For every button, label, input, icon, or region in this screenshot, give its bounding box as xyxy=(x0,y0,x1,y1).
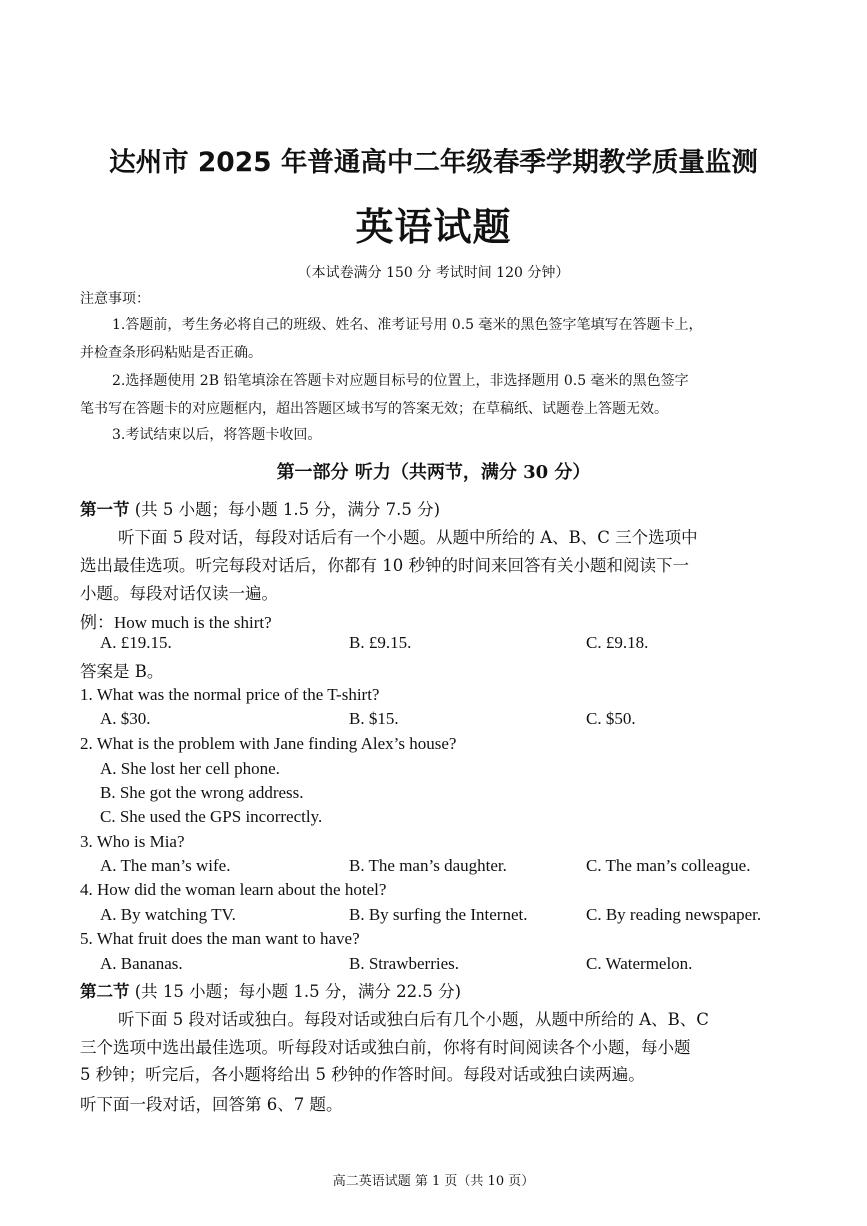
section-2-label: 第二节 xyxy=(80,982,130,1001)
page-footer: 高二英语试题 第 1 页（共 10 页） xyxy=(332,1174,535,1189)
section-2-instruction-line-4: 听下面一段对话，回答第 6、7 题。 xyxy=(80,1095,343,1114)
section-1-heading xyxy=(80,496,440,520)
notes-heading: 注意事项： xyxy=(80,291,150,307)
question-2: 2. What is the problem with Jane finding Alex’s house? xyxy=(80,734,457,753)
example-option-a: A. £19.15. xyxy=(100,633,172,652)
section-1-detail: (共 5 小题；每小题 1.5 分，满分 7.5 分) xyxy=(129,500,441,519)
note-2-line-1: 2.选择题使用 2B 铅笔填涂在答题卡对应题目标号的位置上，非选择题用 0.5 毫米的黑色签字 xyxy=(112,373,689,389)
question-4-option-a: A. By watching TV. xyxy=(100,905,236,924)
question-4: 4. How did the woman learn about the hotel? xyxy=(80,880,387,899)
section-1-instruction-line-2: 选出最佳选项。听完每段对话后，你都有 10 秒钟的时间来回答有关小题和阅读下一 xyxy=(80,556,689,575)
section-2-heading xyxy=(80,978,461,1002)
example-option-c: C. £9.18. xyxy=(586,633,649,652)
question-5-option-a: A. Bananas. xyxy=(100,954,183,973)
question-5-option-c: C. Watermelon. xyxy=(586,954,693,973)
example-option-b: B. £9.15. xyxy=(349,633,412,652)
question-2-option-a: A. She lost her cell phone. xyxy=(100,759,280,778)
question-1-option-a: A. $30. xyxy=(100,709,151,728)
section-2-instruction-line-2: 三个选项中选出最佳选项。听每段对话或独白前，你将有时间阅读各个小题，每小题 xyxy=(80,1038,691,1057)
section-1-instruction-line-1: 听下面 5 段对话，每段对话后有一个小题。从题中所给的 A、B、C 三个选项中 xyxy=(118,528,698,547)
example-answer: 答案是 B。 xyxy=(80,662,164,681)
part-1-heading: 第一部分 听力（共两节，满分 30 分） xyxy=(276,462,591,483)
exam-title: 达州市 2025 年普通高中二年级春季学期教学质量监测 xyxy=(109,147,758,178)
section-1-instruction-line-3: 小题。每段对话仅读一遍。 xyxy=(80,584,278,603)
question-3-option-b: B. The man’s daughter. xyxy=(349,856,507,875)
exam-info: （本试卷满分 150 分 考试时间 120 分钟） xyxy=(297,265,570,281)
question-5-option-b: B. Strawberries. xyxy=(349,954,460,973)
section-2-instruction-line-3: 5 秒钟；听完后，各小题将给出 5 秒钟的作答时间。每段对话或独白读两遍。 xyxy=(80,1065,645,1084)
question-2-option-c: C. She used the GPS incorrectly. xyxy=(100,807,323,826)
section-1-label: 第一节 xyxy=(80,500,130,519)
question-3: 3. Who is Mia? xyxy=(80,832,185,851)
note-3: 3.考试结束以后，将答题卡收回。 xyxy=(112,427,322,443)
section-2-instruction-line-1: 听下面 5 段对话或独白。每段对话或独白后有几个小题，从题中所给的 A、B、C xyxy=(118,1010,709,1029)
exam-subject-title: 英语试题 xyxy=(355,204,512,249)
question-4-option-c: C. By reading newspaper. xyxy=(586,905,762,924)
example-question: 例：How much is the shirt? xyxy=(80,613,272,632)
question-3-option-c: C. The man’s colleague. xyxy=(586,856,751,875)
question-2-option-b: B. She got the wrong address. xyxy=(100,783,304,802)
question-1: 1. What was the normal price of the T-shirt? xyxy=(80,685,380,704)
note-2-line-2: 笔书写在答题卡的对应题框内，超出答题区域书写的答案无效；在草稿纸、试题卷上答题无效。 xyxy=(80,401,668,417)
section-2-detail: (共 15 小题；每小题 1.5 分，满分 22.5 分) xyxy=(129,982,462,1001)
question-1-option-b: B. $15. xyxy=(349,709,399,728)
note-1-line-1: 1.答题前，考生务必将自己的班级、姓名、准考证号用 0.5 毫米的黑色签字笔填写在答题卡上， xyxy=(112,317,703,333)
note-1-line-2: 并检查条形码粘贴是否正确。 xyxy=(80,345,262,361)
question-1-option-c: C. $50. xyxy=(586,709,636,728)
question-5: 5. What fruit does the man want to have? xyxy=(80,929,360,948)
question-4-option-b: B. By surfing the Internet. xyxy=(349,905,528,924)
question-3-option-a: A. The man’s wife. xyxy=(100,856,231,875)
